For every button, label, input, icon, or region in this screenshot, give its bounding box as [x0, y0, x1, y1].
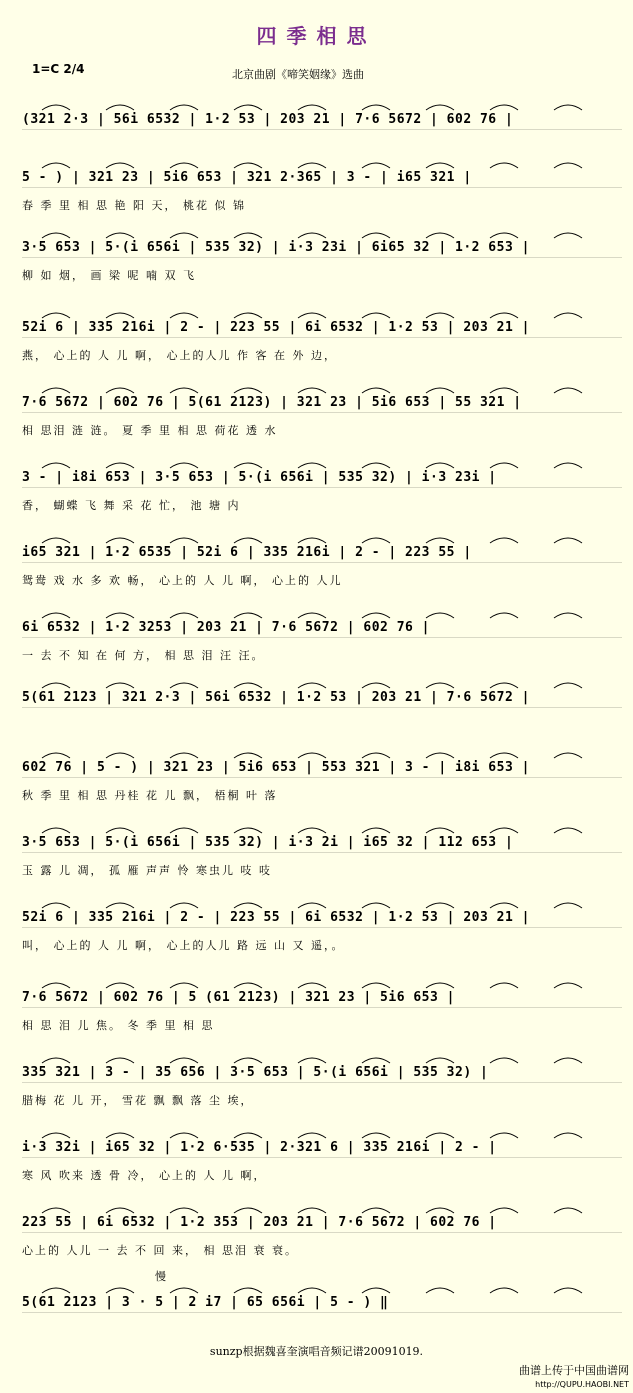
notation-line: 5(61 2123 | 3 · 5 | 2 i7 | 65 656i | 5 - ) ‖ — [22, 1295, 622, 1310]
notation-line: 6i 6532 | 1·2 3253 | 203 21 | 7·6 5672 | 602 76 | — [22, 620, 622, 635]
lyrics-line: 相 思泪 涟 涟。 夏 季 里 相 思 荷花 透 水 — [22, 424, 278, 437]
slur-marks — [22, 970, 622, 990]
notation-line: 7·6 5672 | 602 76 | 5(61 2123) | 321 23 | 5i6 653 | 55 321 | — [22, 395, 622, 410]
watermark-line-2: http://QUPU.HAOBI.NET — [535, 1380, 629, 1389]
notation-line: 7·6 5672 | 602 76 | 5 (61 2123) | 321 23 | 5i6 653 | — [22, 990, 622, 1005]
slur-marks — [22, 450, 622, 470]
notation-line: 3 - | i8i 653 | 3·5 653 | 5·(i 656i | 535 32) | i·3 23i | — [22, 470, 622, 485]
slur-marks — [22, 220, 622, 240]
lyrics-line: 寒 风 吹来 透 骨 冷， 心上的 人 儿 啊， — [22, 1169, 267, 1182]
watermark-line-1: 曲谱上传于中国曲谱网 — [519, 1364, 629, 1377]
notation-line: 3·5 653 | 5·(i 656i | 535 32) | i·3 2i | i65 32 | 112 653 | — [22, 835, 622, 850]
lyrics-line: 鸳鸯 戏 水 多 欢 畅， 心上的 人 儿 啊， 心上的 人儿 — [22, 574, 343, 587]
slur-marks — [22, 300, 622, 320]
lyrics-line: 春 季 里 相 思 艳 阳 天， 桃花 似 锦 — [22, 199, 246, 212]
lyrics-line: 香， 蝴蝶 飞 舞 采 花 忙， 池 塘 内 — [22, 499, 241, 512]
watermark — [497, 1362, 629, 1389]
notation-line: 52i 6 | 335 216i | 2 - | 223 55 | 6i 6532 | 1·2 53 | 203 21 | — [22, 320, 622, 335]
slur-marks — [22, 600, 622, 620]
lyrics-line: 腊梅 花 儿 开， 雪花 飘 飘 落 尘 埃， — [22, 1094, 254, 1107]
slur-marks — [22, 375, 622, 395]
slur-marks — [22, 1195, 622, 1215]
lyrics-line: 叫， 心上的 人 儿 啊， 心上的人儿 路 远 山 又 遥，。 — [22, 939, 345, 952]
lyrics-line: 玉 露 儿 凋， 孤 雁 声声 怜 寒虫儿 吱 吱 — [22, 864, 272, 877]
lyrics-line: 柳 如 烟， 画 梁 呢 喃 双 飞 — [22, 269, 196, 282]
slur-marks — [22, 150, 622, 170]
lyrics-line: 心上的 人儿 一 去 不 回 来， 相 思泪 衰 衰。 — [22, 1244, 298, 1257]
slur-marks — [22, 740, 622, 760]
lyrics-line: 燕， 心上的 人 儿 啊， 心上的人儿 作 客 在 外 边， — [22, 349, 337, 362]
page-title: 四季相思 — [256, 24, 377, 48]
lyrics-line: 一 去 不 知 在 何 方， 相 思 泪 汪 汪。 — [22, 649, 265, 662]
notation-line: 602 76 | 5 - ) | 321 23 | 5i6 653 | 553 321 | 3 - | i8i 653 | — [22, 760, 622, 775]
notation-line: i·3 32i | i65 32 | 1·2 6·535 | 2·321 6 | 335 216i | 2 - | — [22, 1140, 622, 1155]
slur-marks — [22, 1120, 622, 1140]
notation-line: i65 321 | 1·2 6535 | 52i 6 | 335 216i | 2 - | 223 55 | — [22, 545, 622, 560]
notation-line: 335 321 | 3 - | 35 656 | 3·5 653 | 5·(i 656i | 535 32) | — [22, 1065, 622, 1080]
slur-marks — [22, 525, 622, 545]
key-signature: 1=C 2/4 — [32, 62, 85, 76]
notation-line: 5(61 2123 | 321 2·3 | 56i 6532 | 1·2 53 | 203 21 | 7·6 5672 | — [22, 690, 622, 705]
slur-marks — [22, 670, 622, 690]
lyrics-line: 秋 季 里 相 思 丹桂 花 儿 飘， 梧桐 叶 落 — [22, 789, 278, 802]
notation-line: 3·5 653 | 5·(i 656i | 535 32) | i·3 23i | 6i65 32 | 1·2 653 | — [22, 240, 622, 255]
tempo-mark: 慢 — [155, 1270, 166, 1283]
slur-marks — [22, 1275, 622, 1295]
notation-line: 223 55 | 6i 6532 | 1·2 353 | 203 21 | 7·6 5672 | 602 76 | — [22, 1215, 622, 1230]
slur-marks — [22, 92, 622, 112]
lyrics-line: 相 思 泪 儿 焦。 冬 季 里 相 思 — [22, 1019, 215, 1032]
slur-marks — [22, 890, 622, 910]
notation-line: (321 2·3 | 56i 6532 | 1·2 53 | 203 21 | 7·6 5672 | 602 76 | — [22, 112, 622, 127]
slur-marks — [22, 1045, 622, 1065]
notation-line: 5 - ) | 321 23 | 5i6 653 | 321 2·365 | 3 - | i65 321 | — [22, 170, 622, 185]
notation-line: 52i 6 | 335 216i | 2 - | 223 55 | 6i 6532 | 1·2 53 | 203 21 | — [22, 910, 622, 925]
source-note: 北京曲剧《啼笑姻缘》选曲 — [232, 68, 364, 81]
transcriber-note: sunzp根据魏喜奎演唱音频记谱20091019. — [209, 1345, 424, 1358]
slur-marks — [22, 815, 622, 835]
